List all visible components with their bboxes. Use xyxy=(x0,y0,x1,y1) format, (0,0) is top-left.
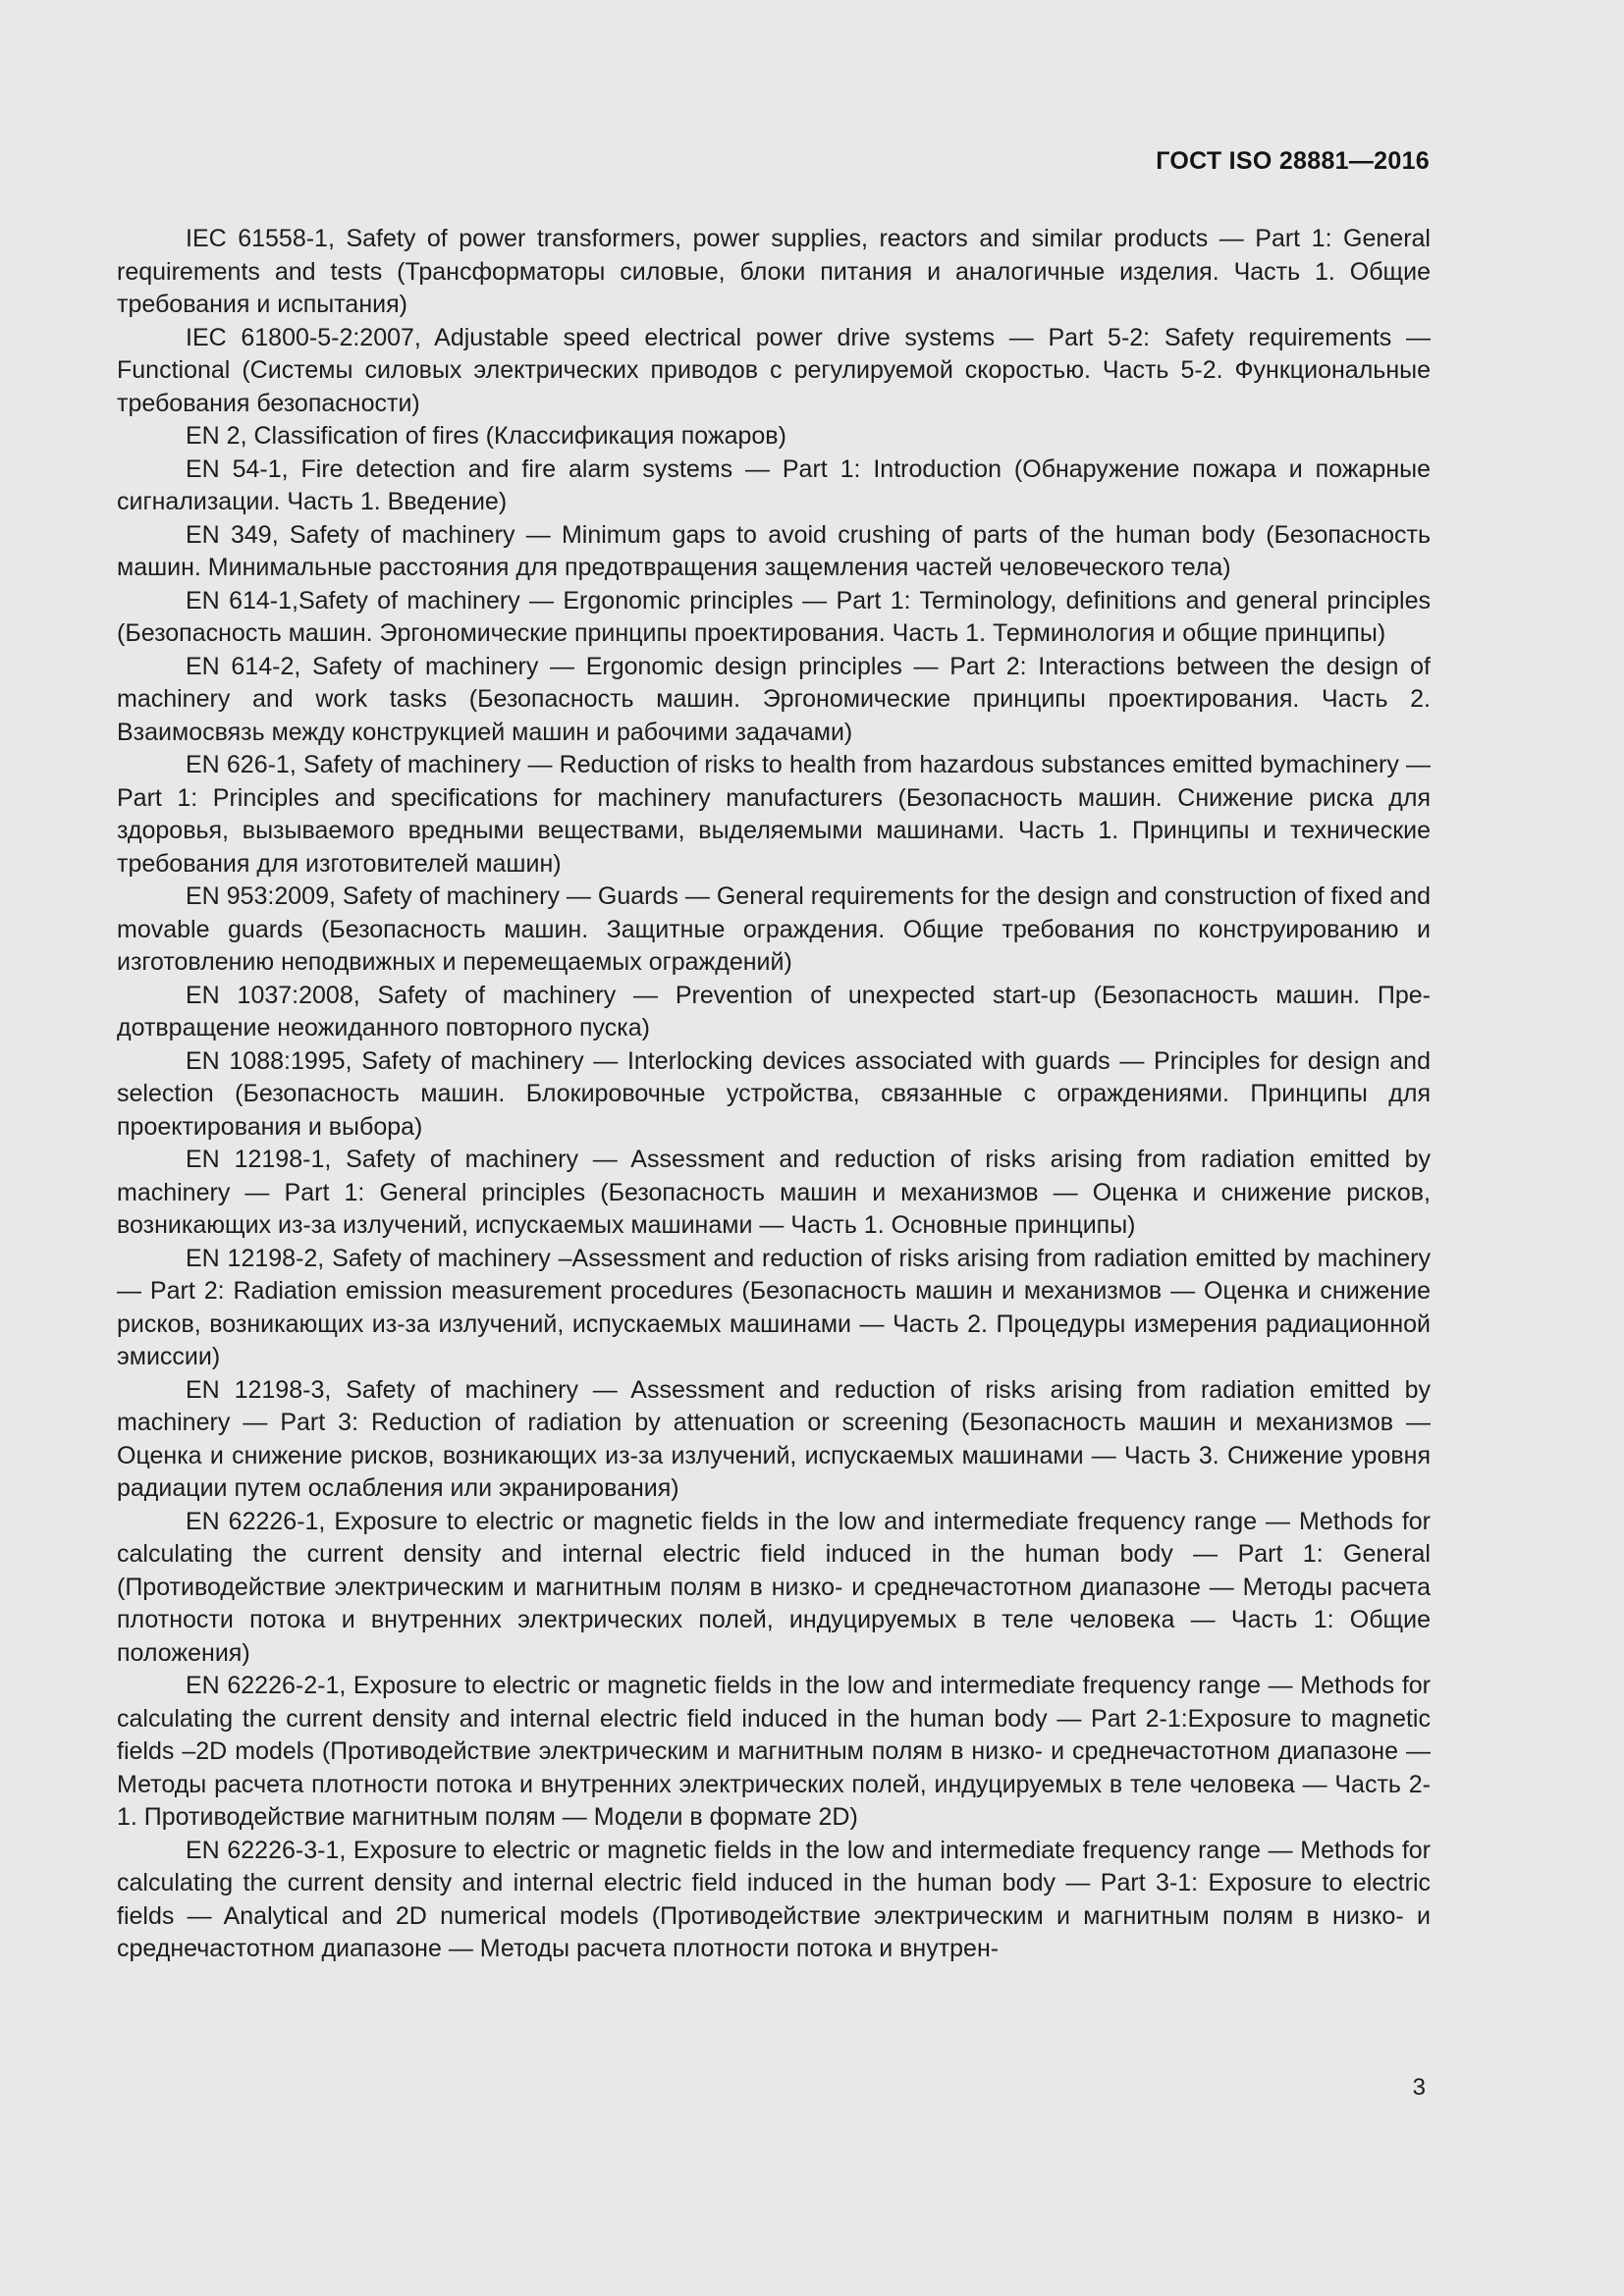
reference-entry: EN 62226-3-1, Exposure to electric or magnetic fields in the low and intermediate frequency range — Methods for calculating the current density and internal electric field induced in the human body — Part 3-1: Exposure to electric fields — Analytical and 2D numerical models (Противодействие электрическим и магнитным полям в низко- и среднечастотном диапазоне — Методы расчета плотности потока и внутрен- xyxy=(117,1836,1431,1962)
reference-entry: EN 12198-1, Safety of machinery — Assessment and reduction of risks arising from radiation emitted by machinery — Part 1: General principles (Безопасность машин и механизмов — Оценка и снижение рисков, возникающих из-за излучений, испускаемых машинами — Часть 1. Основные принципы) xyxy=(117,1146,1431,1239)
reference-entry: EN 614-2, Safety of machinery — Ergonomic design principles — Part 2: Interactions between the design of machinery and work tasks (Безопасность машин. Эргономические принципы проектирования. Часть 2. Взаимосвязь между конструкцией машин и рабочими задачами) xyxy=(117,652,1431,746)
reference-entry: IEC 61558-1, Safety of power transformers, power supplies, reactors and similar products — Part 1: General requirements and tests (Трансформаторы силовые, блоки питания и аналогичные изделия. Часть 1. Общие требования и испытания) xyxy=(117,225,1431,318)
reference-entry: EN 626-1, Safety of machinery — Reduction of risks to health from hazardous substances emitted bymachinery — Part 1: Principles and specifications for machinery manufacturers (Безопасность машин. Снижение риска для здоровья, вызываемого вредными веществами, выделяемыми машинами. Часть 1. Принципы и технические требования для изготовителей машин) xyxy=(117,751,1431,878)
reference-entry: EN 12198-3, Safety of machinery — Assessment and reduction of risks arising from radiation emitted by machinery — Part 3: Reduction of radiation by attenuation or screening (Безопасность машин и механизмов — Оценка и снижение рисков, возникающих из-за излучений, испускаемых машинами — Часть 3. Снижение уровня радиации путем ослабления или экранирования) xyxy=(117,1375,1431,1502)
normative-references-list xyxy=(117,223,1431,1966)
reference-entry: EN 1088:1995, Safety of machinery — Interlocking devices associated with guards — Principles for design and selection (Безопасность машин. Блокировочные устройства, связанные с ограждениями. Принципы для проектирования и выбора) xyxy=(117,1046,1431,1141)
reference-entry: EN 1037:2008, Safety of machinery — Prevention of unexpected start-up (Безопасность машин. Предотвращение неожиданного повторного пуска) xyxy=(117,981,1431,1041)
reference-entry: EN 614-1,Safety of machinery — Ergonomic principles — Part 1: Terminology, definitions and general principles (Безопасность машин. Эргономические принципы проектирования. Часть 1. Терминология и общие принципы) xyxy=(117,586,1431,647)
reference-entry: EN 54-1, Fire detection and fire alarm systems — Part 1: Introduction (Обнаружение пожара и пожарные сигнализации. Часть 1. Введение) xyxy=(117,454,1431,515)
reference-entry: EN 62226-1, Exposure to electric or magnetic fields in the low and intermediate frequency range — Methods for calculating the current density and internal electric field induced in the human body — Part 1: General (Противодействие электрическим и магнитным полям в низко- и среднечастотном диапазоне — Методы расчета плотности потока и внутренних электрических полей, индуцируемых в теле человека — Часть 1: Общие положения) xyxy=(117,1507,1431,1667)
reference-entry: EN 12198-2, Safety of machinery –Assessment and reduction of risks arising from radiation emitted by machinery — Part 2: Radiation emission measurement procedures (Безопасность машин и механизмов — Оценка и снижение рисков, возникающих из-за излучений, испускаемых машинами — Часть 2. Процедуры измерения радиационной эмиссии) xyxy=(117,1244,1431,1370)
page-number: 3 xyxy=(1412,2074,1426,2101)
reference-entry: IEC 61800-5-2:2007, Adjustable speed electrical power drive systems — Part 5-2: Safety requirements — Functional (Системы силовых электрических приводов с регулируемой скоростью. Часть 5-2. Функциональные требования безопасности) xyxy=(117,323,1431,417)
reference-entry: EN 953:2009, Safety of machinery — Guards — General requirements for the design and construction of fixed and movable guards (Безопасность машин. Защитные ограждения. Общие требования по конструированию и изготовлению неподвижных и перемещаемых ограждений) xyxy=(117,882,1431,976)
reference-entry: EN 349, Safety of machinery — Minimum gaps to avoid crushing of parts of the human body (Безопасность машин. Минимальные расстояния для предотвращения защемления частей человеческого тела) xyxy=(117,520,1431,581)
document-header-code: ГОСТ ISO 28881—2016 xyxy=(1156,147,1430,175)
reference-entry: EN 62226-2-1, Exposure to electric or magnetic fields in the low and intermediate frequency range — Methods for calculating the current density and internal electric field induced in the human body — Part 2-1:Exposure to magnetic fields –2D models (Противодействие электрическим и магнитным полям в низко- и среднечастотном диапазоне — Методы расчета плотности потока и внутренних электрических полей, индуцируемых в теле человека — Часть 2-1. Противодействие магнитным полям — Модели в формате 2D) xyxy=(117,1672,1431,1831)
reference-entry: EN 2, Classification of fires (Классификация пожаров) xyxy=(186,422,786,450)
